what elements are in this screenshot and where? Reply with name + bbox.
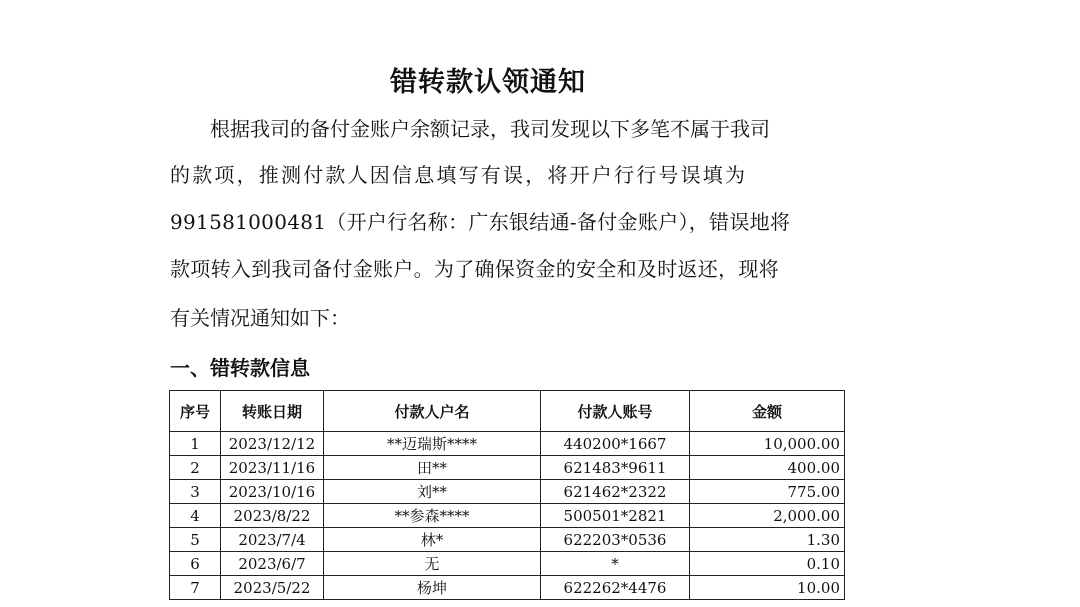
paragraph-line-5: 有关情况通知如下： [170, 306, 350, 330]
cell-no: 5 [170, 528, 221, 552]
paragraph-line-4: 款项转入到我司备付金账户。为了确保资金的安全和及时返还，现将 [170, 257, 779, 281]
cell-no: 1 [170, 432, 221, 456]
cell-amount: 10.00 [690, 576, 845, 600]
header-payer-name: 付款人户名 [324, 391, 541, 432]
misdirected-transfers-table [169, 390, 845, 600]
cell-payer-name: 刘** [324, 480, 541, 504]
table-row [170, 432, 845, 456]
header-date: 转账日期 [221, 391, 324, 432]
table-row [170, 552, 845, 576]
cell-no: 3 [170, 480, 221, 504]
cell-no: 7 [170, 576, 221, 600]
cell-payer-name: 无 [324, 552, 541, 576]
table-row [170, 504, 845, 528]
header-no: 序号 [170, 391, 221, 432]
header-payer-account: 付款人账号 [541, 391, 690, 432]
cell-date: 2023/5/22 [221, 576, 324, 600]
document-title: 错转款认领通知 [390, 67, 586, 98]
header-amount: 金额 [690, 391, 845, 432]
cell-no: 4 [170, 504, 221, 528]
cell-payer-account: 622262*4476 [541, 576, 690, 600]
cell-payer-name: **参森**** [324, 504, 541, 528]
paragraph-line-2: 的款项，推测付款人因信息填写有误，将开户行行号误填为 [170, 163, 748, 187]
cell-amount: 2,000.00 [690, 504, 845, 528]
cell-date: 2023/11/16 [221, 456, 324, 480]
table-row [170, 576, 845, 600]
cell-payer-account: * [541, 552, 690, 576]
cell-payer-name: 杨坤 [324, 576, 541, 600]
cell-date: 2023/8/22 [221, 504, 324, 528]
cell-amount: 775.00 [690, 480, 845, 504]
table-row [170, 480, 845, 504]
cell-payer-account: 500501*2821 [541, 504, 690, 528]
cell-date: 2023/10/16 [221, 480, 324, 504]
cell-amount: 400.00 [690, 456, 845, 480]
cell-payer-account: 621483*9611 [541, 456, 690, 480]
cell-no: 2 [170, 456, 221, 480]
section-heading: 一、错转款信息 [170, 356, 310, 380]
cell-amount: 0.10 [690, 552, 845, 576]
cell-payer-name: **迈瑞斯**** [324, 432, 541, 456]
cell-amount: 1.30 [690, 528, 845, 552]
cell-date: 2023/7/4 [221, 528, 324, 552]
cell-date: 2023/6/7 [221, 552, 324, 576]
cell-date: 2023/12/12 [221, 432, 324, 456]
cell-payer-account: 621462*2322 [541, 480, 690, 504]
cell-payer-name: 林* [324, 528, 541, 552]
cell-payer-name: 田** [324, 456, 541, 480]
table-row [170, 528, 845, 552]
paragraph-line-3: 991581000481（开户行名称：广东银结通-备付金账户），错误地将 [170, 210, 791, 234]
table-header-row [170, 391, 845, 432]
cell-amount: 10,000.00 [690, 432, 845, 456]
paragraph-line-1: 根据我司的备付金账户余额记录，我司发现以下多笔不属于我司 [210, 117, 770, 141]
cell-no: 6 [170, 552, 221, 576]
cell-payer-account: 622203*0536 [541, 528, 690, 552]
table-row [170, 456, 845, 480]
cell-payer-account: 440200*1667 [541, 432, 690, 456]
